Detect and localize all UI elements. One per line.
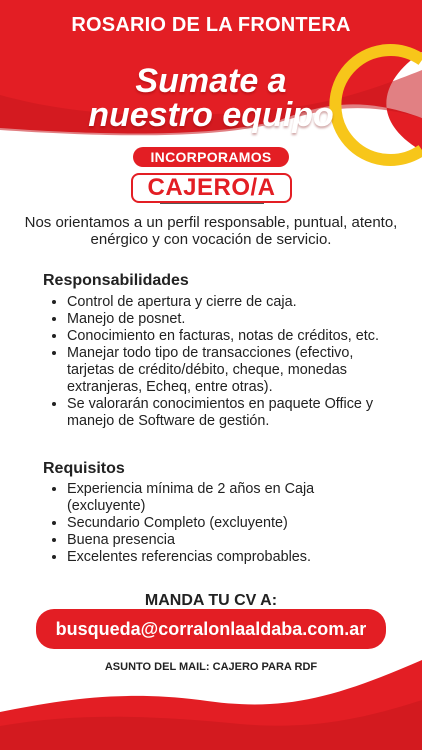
mail-subject-note: ASUNTO DEL MAIL: CAJERO PARA RDF	[104, 661, 318, 673]
requirements-heading: Requisitos	[43, 460, 125, 477]
job-role-title: CAJERO/A	[131, 173, 292, 203]
send-cv-label: MANDA TU CV A:	[144, 592, 278, 609]
headline	[0, 64, 422, 132]
list-item: • Control de apertura y cierre de caja.	[67, 294, 385, 311]
headline-line-1: Sumate a	[135, 62, 287, 100]
list-item: • Secundario Completo (excluyente)	[67, 515, 385, 532]
requirements-list	[25, 481, 385, 566]
list-item: • Experiencia mínima de 2 años en Caja (excluyente)	[67, 481, 385, 515]
city-title: ROSARIO DE LA FRONTERA	[71, 14, 351, 36]
list-item: • Excelentes referencias comprobables.	[67, 549, 385, 566]
email-link[interactable]: busqueda@corralonlaaldaba.com.ar	[36, 609, 386, 649]
headline-line-2: nuestro equipo	[88, 96, 334, 134]
list-item: • Manejo de posnet.	[67, 311, 385, 328]
list-item: • Manejar todo tipo de transacciones (efectivo, tarjetas de crédito/débito, cheque, monedas extranjeras, Echeq, entre otras).	[67, 345, 385, 396]
responsibilities-list	[25, 294, 385, 430]
list-item: • Se valorarán conocimientos en paquete Office y manejo de Software de gestión.	[67, 396, 385, 430]
list-item: • Buena presencia	[67, 532, 385, 549]
incorporamos-badge: INCORPORAMOS	[133, 147, 289, 167]
intro-text: Nos orientamos a un perfil responsable, puntual, atento, enérgico y con vocación de servicio.	[24, 214, 398, 248]
responsibilities-heading: Responsabilidades	[43, 272, 189, 289]
list-item: • Conocimiento en facturas, notas de créditos, etc.	[67, 328, 385, 345]
role-divider	[160, 203, 264, 204]
